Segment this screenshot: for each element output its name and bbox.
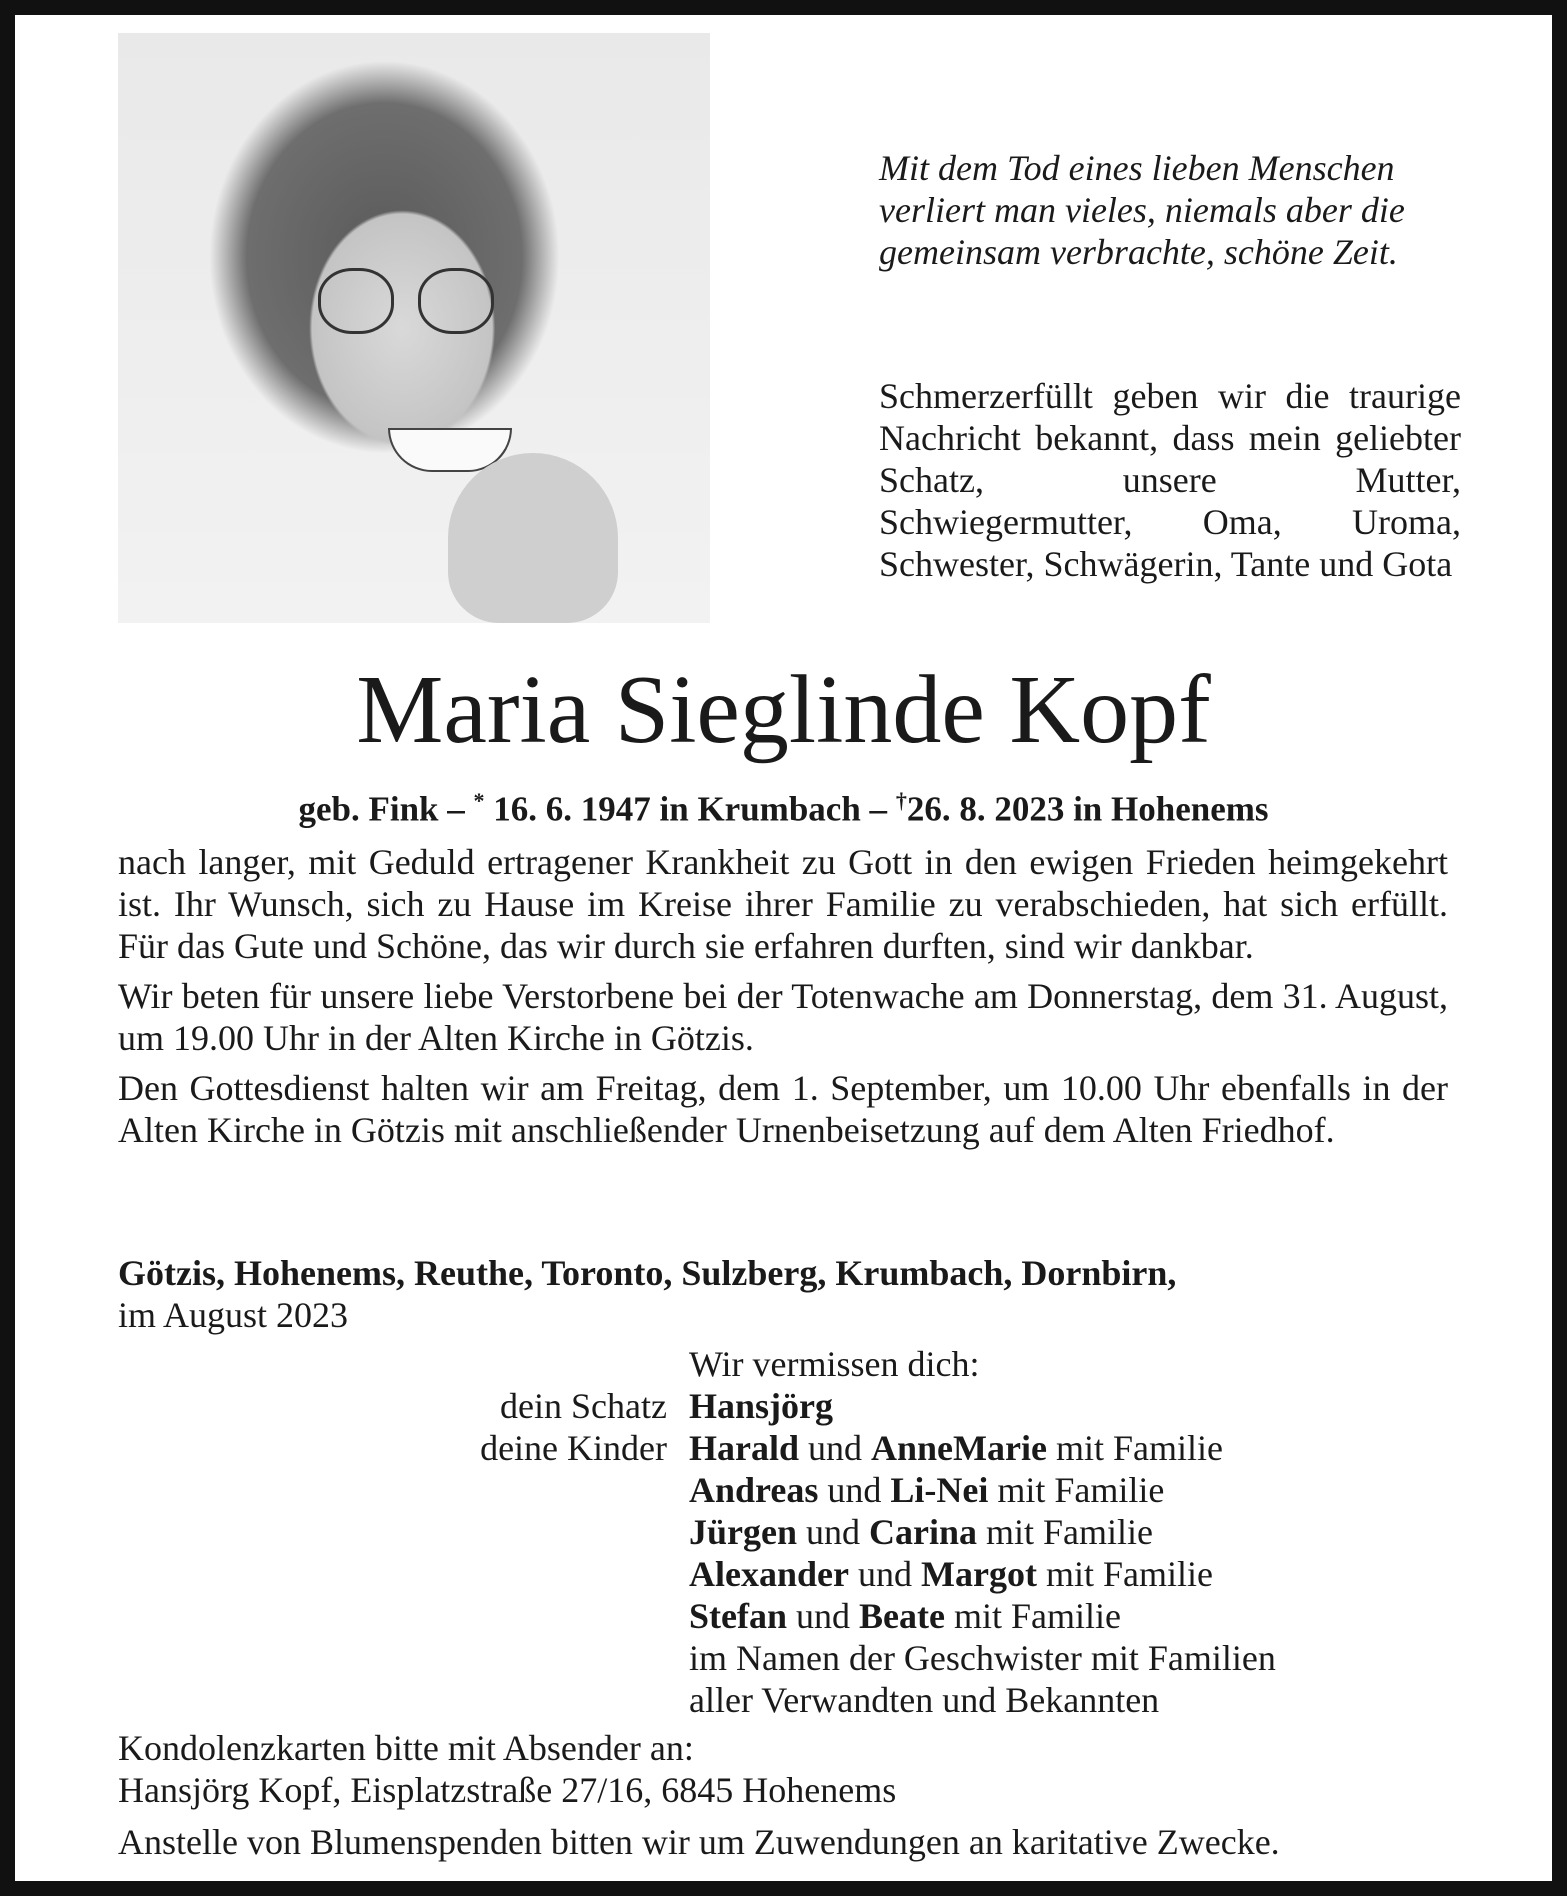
partner-name: Carina [869,1512,977,1552]
child-names [689,1595,1121,1637]
condolence-address: Hansjörg Kopf, Eisplatzstraße 27/16, 6845 Hohenems [118,1770,897,1810]
places: Götzis, Hohenems, Reuthe, Toronto, Sulzberg, Krumbach, Dornbirn, [118,1253,1177,1293]
obituary-page [15,15,1552,1881]
with-family: mit Familie [953,1596,1121,1636]
birth-star-symbol: * [473,788,485,813]
conjunction: und [796,1596,850,1636]
child-name: Alexander [689,1554,849,1594]
partner-name: AnneMarie [871,1428,1047,1468]
child-row [118,1511,1518,1553]
with-family: mit Familie [1045,1554,1213,1594]
spouse-label: dein Schatz [500,1386,667,1426]
mourners-heading: Wir vermissen dich: [689,1344,980,1384]
child-row [118,1553,1518,1595]
birth-date-place: 16. 6. 1947 in Krumbach – [484,789,896,829]
child-row [118,1469,1518,1511]
child-row [118,1595,1518,1637]
child-names [689,1553,1213,1595]
siblings-line: im Namen der Geschwister mit Familien [689,1638,1276,1678]
body-paragraph: Den Gottesdienst halten wir am Freitag, dem 1. September, um 10.00 Uhr ebenfalls in der Alten Kirche in Götzis mit anschließender Urnenbeisetzung auf dem Alten Friedhof. [118,1068,1448,1150]
quote-line: gemeinsam verbrachte, schöne Zeit. [879,232,1398,272]
condolence-note: Kondolenzkarten bitte mit Absender an: [118,1728,694,1768]
footer-notes [118,1727,1518,1873]
body-paragraph: nach langer, mit Geduld ertragener Krankheit zu Gott in den ewigen Frieden heimgekehrt ist. Ihr Wunsch, sich zu Hause im Kreise ihrer Familie zu verabschieden, hat sich erfüllt. Für das Gute und Schöne, das wir durch sie erfahren durften, sind wir dankbar. [118,842,1448,966]
relatives-line: aller Verwandten und Bekannten [689,1680,1160,1720]
with-family: mit Familie [997,1470,1165,1510]
places-and-date [118,1252,1518,1336]
portrait-photo [118,33,710,623]
child-row [118,1427,1518,1469]
partner-name: Beate [859,1596,945,1636]
conjunction: und [827,1470,882,1510]
announcement-intro: Schmerzerfüllt geben wir die traurige Nachricht bekannt, dass mein geliebter Schatz, unsere Mutter, Schwiegermutter, Oma, Uroma, Schwester, Schwägerin, Tante und Gota [879,376,1461,584]
date: im August 2023 [118,1295,349,1335]
deceased-name: Maria Sieglinde Kopf [356,656,1211,764]
photo-eye [418,268,494,334]
death-date-place: 26. 8. 2023 in Hohenems [906,789,1269,829]
child-name: Stefan [689,1596,787,1636]
child-names [689,1469,1164,1511]
quote-line: Mit dem Tod eines lieben Menschen [879,148,1395,188]
partner-name: Margot [920,1554,1037,1594]
child-names [689,1427,1223,1469]
child-name: Jürgen [689,1512,797,1552]
maiden-name: geb. Fink – [298,789,474,829]
memorial-quote [879,147,1461,273]
child-name: Andreas [689,1470,819,1510]
with-family: mit Familie [1055,1428,1223,1468]
quote-line: verliert man vieles, niemals aber die [879,190,1405,230]
conjunction: und [857,1554,912,1594]
partner-name: Li-Nei [890,1470,989,1510]
mourners-list [118,1343,1518,1721]
photo-eye [318,268,394,334]
child-name: Harald [689,1428,800,1468]
spouse-name: Hansjörg [689,1386,833,1426]
donations-note: Anstelle von Blumenspenden bitten wir um Zuwendungen an karitative Zwecke. [118,1822,1280,1862]
children-rows [118,1427,1518,1637]
conjunction: und [806,1512,860,1552]
child-names [689,1511,1153,1553]
body-text [118,841,1448,1159]
conjunction: und [808,1428,863,1468]
with-family: mit Familie [986,1512,1153,1552]
body-paragraph: Wir beten für unsere liebe Verstorbene bei der Totenwache am Donnerstag, dem 31. August, um 19.00 Uhr in der Alten Kirche in Götzis. [118,976,1448,1058]
photo-hand [448,453,618,623]
life-dates [15,780,1552,831]
children-label: deine Kinder [480,1428,667,1468]
death-cross-symbol: † [895,788,907,813]
